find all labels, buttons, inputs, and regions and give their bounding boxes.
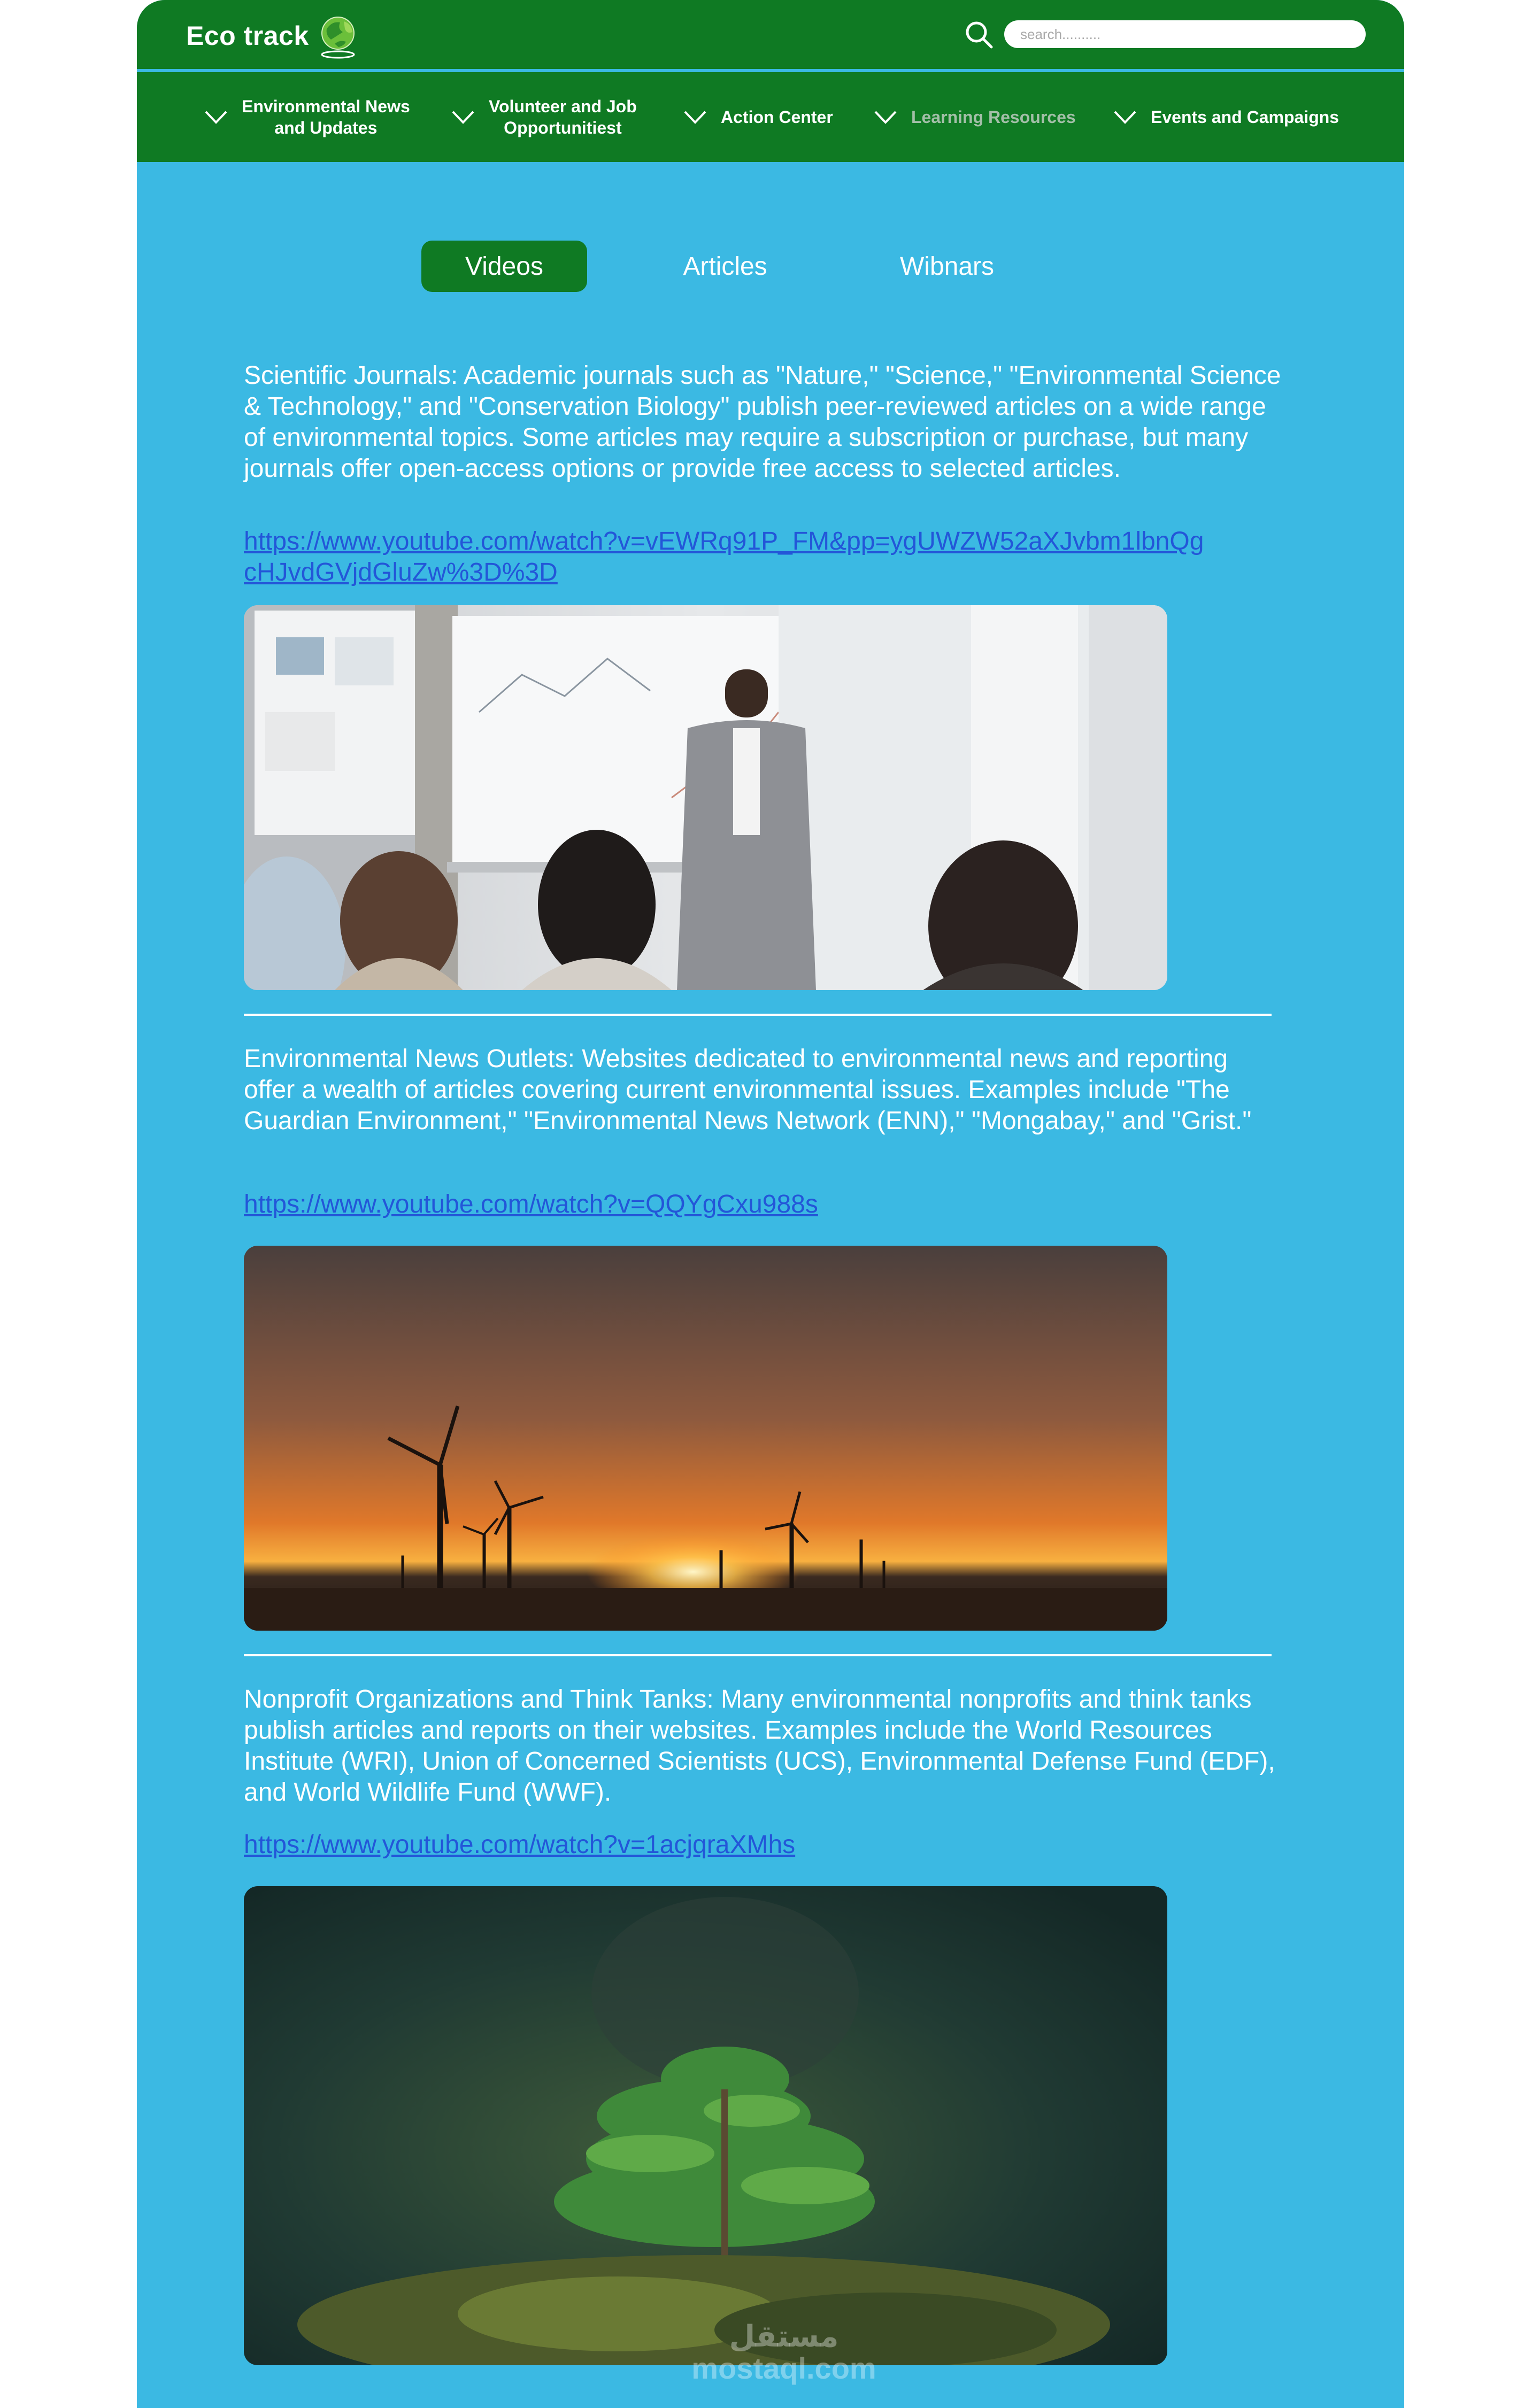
- nav-label: Environmental News and Updates: [242, 97, 410, 137]
- content-tabs: [137, 241, 1404, 292]
- nav-label: Learning Resources: [911, 107, 1076, 127]
- nav-label: Action Center: [721, 107, 833, 127]
- nav-item-learning-resources[interactable]: [874, 72, 1076, 162]
- chevron-down-icon: [204, 110, 228, 125]
- resource-description: Nonprofit Organizations and Think Tanks: Many environmental nonprofits and think tanks publish articles and reports on their websites. Examples include the World Resources Institute (WRI), Union of Concerned Scientists (UCS), Environmental Defense Fund (EDF), and World Wildlife Fund (WWF).: [244, 1685, 1275, 1807]
- resource-description: Environmental News Outlets: Websites dedicated to environmental news and reporting offer a wealth of articles covering current environmental issues. Examples include "The Guardian Environment," "Environmental News Network (ENN)," "Mongabay," and "Grist.": [244, 1045, 1252, 1135]
- section-divider: [244, 1654, 1272, 1656]
- classroom-presentation-photo[interactable]: [244, 605, 1167, 990]
- mostaql-watermark: مستقل mostaql.com: [691, 2319, 876, 2385]
- resource-video-link[interactable]: https://www.youtube.com/watch?v=1acjqraXMhs: [244, 1831, 796, 1859]
- chevron-down-icon: [683, 110, 707, 125]
- top-bar: [137, 0, 1404, 69]
- search-input[interactable]: [1004, 20, 1366, 48]
- section-divider: [244, 1014, 1272, 1016]
- chevron-down-icon: [451, 110, 475, 125]
- search-icon[interactable]: [964, 19, 995, 50]
- main-nav: [137, 72, 1404, 162]
- resource-description: Scientific Journals: Academic journals such as "Nature," "Science," "Environmental Science & Technology," and "Conservation Biology" publish peer-reviewed articles on a wide range of environmental topics. Some articles may require a subscription or purchase, but many journals offer open-access options or provide free access to selected articles.: [244, 361, 1281, 483]
- resource-video-link[interactable]: https://www.youtube.com/watch?v=vEWRq91P_FM&pp=ygUWZW52aXJvbm1lbnQgcHJvdGVjdGluZw%3D%3D: [244, 527, 1204, 586]
- nav-item-action-center[interactable]: [683, 72, 833, 162]
- tab-wibnars[interactable]: Wibnars: [899, 252, 995, 281]
- nav-item-events-campaigns[interactable]: [1113, 72, 1339, 162]
- resource-video-link[interactable]: https://www.youtube.com/watch?v=QQYgCxu988s: [244, 1190, 818, 1218]
- chevron-down-icon: [874, 110, 897, 125]
- pine-seedling-photo[interactable]: [244, 1886, 1167, 2365]
- globe-leaf-logo-icon[interactable]: [316, 13, 360, 59]
- nav-label: Events and Campaigns: [1151, 107, 1339, 127]
- tab-videos[interactable]: Videos: [421, 241, 587, 292]
- nav-label: Volunteer and Job Opportunitiest: [489, 97, 637, 137]
- tab-articles[interactable]: Articles: [683, 252, 767, 281]
- brand-name[interactable]: Eco track: [186, 21, 309, 51]
- nav-item-volunteer-jobs[interactable]: [451, 72, 637, 162]
- page-frame: [137, 0, 1404, 2408]
- nav-item-environmental-news[interactable]: [204, 72, 410, 162]
- chevron-down-icon: [1113, 110, 1137, 125]
- wind-turbines-sunset-photo[interactable]: [244, 1246, 1167, 1631]
